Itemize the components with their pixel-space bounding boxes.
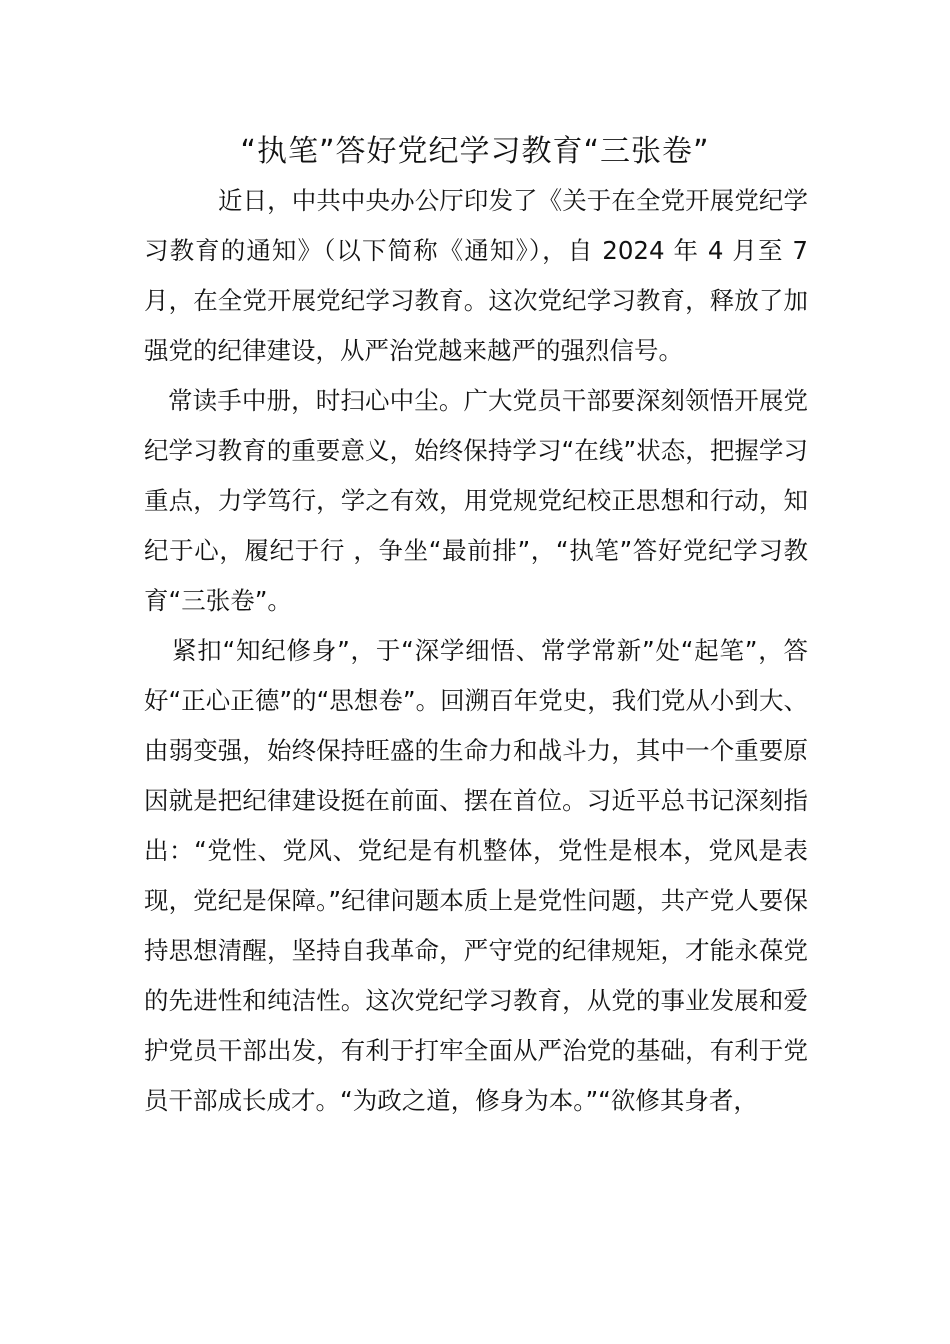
paragraph-ideology: 紧扣“知纪修身”，于“深学细悟、常学常新”处“起笔”，答好“正心正德”的“思想卷”。回溯百年党史，我们党从小到大、由弱变强，始终保持旺盛的生命力和战斗力，其中一个重要原因就是把纪律建设挺在前面、摆在首位。习近平总书记深刻指出：“党性、党风、党纪是有机整体，党性是根本，党风是表现，党纪是保障。”纪律问题本质上是党性问题，共产党人要保持思想清醒，坚持自我革命，严守党的纪律规矩，才能永葆党的先进性和纯洁性。这次党纪学习教育，从党的事业发展和爱护党员干部出发，有利于打牢全面从严治党的基础，有利于党员干部成长成才。“为政之道，修身为本。”“欲修其身者，	[144, 636, 808, 1115]
document-title: “执笔”答好党纪学习教育“三张卷”	[240, 134, 710, 169]
paragraph-study: 常读手中册，时扫心中尘。广大党员干部要深刻领悟开展党纪学习教育的重要意义，始终保持学习“在线”状态，把握学习重点，力学笃行，学之有效，用党规党纪校正思想和行动，知纪于心，履纪于行 ，争坐“最前排”，“执笔”答好党纪学习教育“三张卷”。	[144, 386, 808, 615]
paragraph-intro: 近日，中共中央办公厅印发了《关于在全党开展党纪学习教育的通知》（以下简称《通知》），自 2024 年 4 月至 7 月，在全党开展党纪学习教育。这次党纪学习教育，释放了加强党的纪律建设，从严治党越来越严的强烈信号。	[144, 186, 808, 365]
document-body	[144, 176, 808, 1126]
